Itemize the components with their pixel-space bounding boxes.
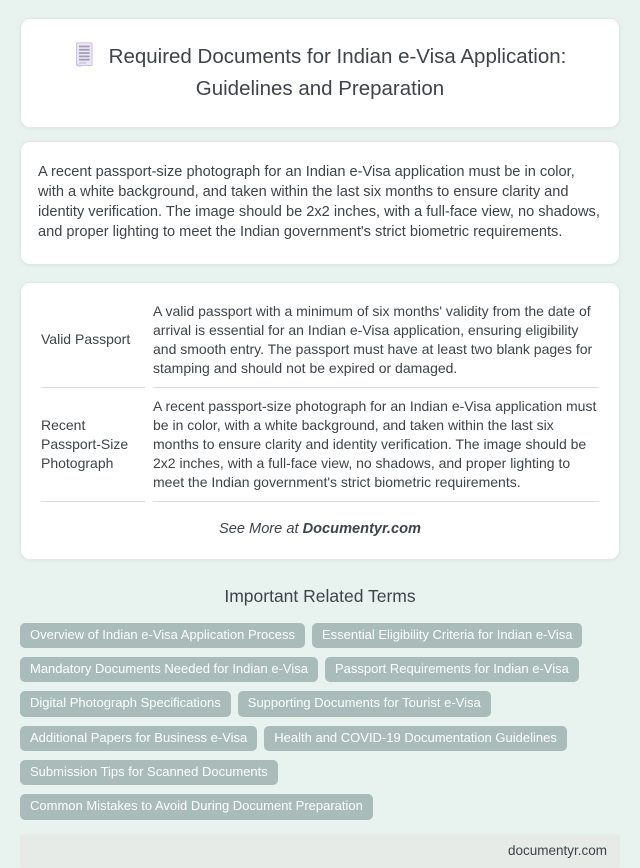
document-description: A recent passport-size photograph for an Indian e-Visa application must be in color, with a white background, and taken within the last six months to ensure clarity and identity verification. The image should be 2x2 inches, with a full-face view, no shadows, and proper lighting to meet the Indian government's strict biometric requirements. xyxy=(153,388,599,502)
table-row xyxy=(41,388,599,502)
see-more-site: Documentyr.com xyxy=(302,520,421,537)
term-tag[interactable]: Essential Eligibility Criteria for Indian e-Visa xyxy=(312,623,582,648)
table-row xyxy=(41,293,599,388)
term-tag[interactable]: Supporting Documents for Tourist e-Visa xyxy=(238,691,491,716)
page-title: Required Documents for Indian e-Visa Application: Guidelines and Preparation xyxy=(108,45,567,101)
term-tag[interactable]: Mandatory Documents Needed for Indian e-Visa xyxy=(20,657,318,682)
term-tag[interactable]: Submission Tips for Scanned Documents xyxy=(20,760,278,785)
document-description: A valid passport with a minimum of six months' validity from the date of arrival is essential for an Indian e-Visa application, ensuring eligibility and smooth entry. The passport must have at least two blank pages for stamping and should not be expired or damaged. xyxy=(153,293,599,388)
term-tag[interactable]: Overview of Indian e-Visa Application Process xyxy=(20,623,305,648)
related-terms-list xyxy=(20,623,620,820)
footer-bar xyxy=(20,834,620,868)
term-tag[interactable]: Digital Photograph Specifications xyxy=(20,691,231,716)
documents-table xyxy=(33,293,607,502)
documents-card xyxy=(20,282,620,560)
term-tag[interactable]: Health and COVID-19 Documentation Guidelines xyxy=(264,726,567,751)
summary-card xyxy=(20,141,620,265)
related-terms-heading: Important Related Terms xyxy=(224,585,416,606)
see-more-line xyxy=(33,502,607,547)
receipt-icon xyxy=(74,42,94,75)
term-tag[interactable]: Passport Requirements for Indian e-Visa xyxy=(325,657,579,682)
footer-site: documentyr.com xyxy=(507,842,607,858)
document-name: Recent Passport-Size Photograph xyxy=(41,388,145,502)
see-more-prefix: See More at xyxy=(219,520,299,537)
document-name: Valid Passport xyxy=(41,293,145,388)
summary-text: A recent passport-size photograph for an Indian e-Visa application must be in color, with a white background, and taken within the last six months to ensure clarity and identity verification. The image should be 2x2 inches, with a full-face view, no shadows, and proper lighting to meet the Indian government's strict biometric requirements. xyxy=(38,163,600,240)
title-card xyxy=(20,18,620,128)
term-tag[interactable]: Common Mistakes to Avoid During Document Preparation xyxy=(20,794,373,819)
term-tag[interactable]: Additional Papers for Business e-Visa xyxy=(20,726,257,751)
